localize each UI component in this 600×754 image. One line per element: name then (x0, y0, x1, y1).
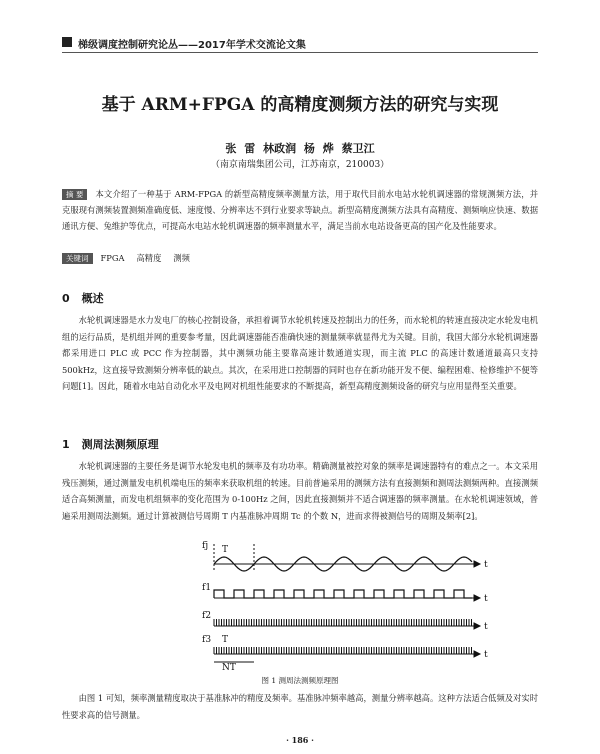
keyword: 高精度 (136, 253, 162, 263)
abstract (62, 186, 538, 234)
time-axis-label: t (484, 650, 488, 660)
section-number: 0 (62, 292, 70, 305)
measurement-principle-figure (200, 538, 520, 670)
signal-label-f2: f2 (202, 611, 212, 621)
header-rule (62, 52, 538, 53)
signal-label-f3: f3 (202, 635, 212, 645)
section-title: 概述 (81, 292, 104, 305)
header-square-mark (62, 37, 72, 47)
section-title: 测周法测频原理 (81, 438, 159, 451)
section-0-paragraph: 水轮机调速器是水力发电厂的核心控制设备，承担着调节水轮机转速及控制出力的任务，而水轮机的转速直接决定水轮发电机组的运行品质，是机组并网的重要参考量，因此调速器能否准确快速的测量频率就显得尤为关键。目前，我国大部分水轮机调速器都采用进口 PLC 或 PCC 作为控制器，其中测频功能主要靠高速计数通道实现，而主流 PLC 的高速计数通道最高只支持 500kHz，这直接导致测频分辨率低的缺点。其次，在采用进口控制器的同时也存在新功能开发不便、编程困难、检修维护不便等问题[1]。因此，随着水电站自动化水平及电网对机组性能要求的不断提高，新型高精度测频设备的研究与应用显得至关重要。 (62, 315, 538, 391)
time-axis-label: t (484, 622, 488, 632)
abstract-text: 本文介绍了一种基于 ARM-FPGA 的新型高精度频率测量方法，用于取代目前水电站水轮机调速器的常规测频方法，并克服现有测频装置测频准确度低、速度慢、分辨率达不到行业要求等缺点。新型高精度测频方法具有高精度、测频响应快速、数据通讯方便、兔维护等优点，可提高水电站水轮机调速器的频率测量水平，满足当前水电站设备更高的国产化及性能要求。 (62, 189, 538, 231)
page-number: · 186 · (286, 735, 314, 745)
keyword: FPGA (100, 253, 125, 263)
author-list: 张 雷 林政润 杨 烨 蔡卫江 (225, 142, 375, 155)
running-header (62, 36, 538, 50)
count-label: NT (222, 663, 236, 670)
square-wave (214, 590, 472, 598)
keywords (62, 252, 202, 264)
gated-pulse-train (214, 647, 472, 654)
axis-arrow (474, 595, 480, 601)
section-heading-0 (62, 290, 104, 306)
keyword: 测频 (173, 253, 190, 263)
time-axis-label: t (484, 560, 488, 570)
time-axis-label: t (484, 594, 488, 604)
signal-label-f1: f1 (202, 583, 212, 593)
period-label: T (222, 635, 229, 645)
axis-arrow (474, 623, 480, 629)
post-figure-paragraph: 由图 1 可知，频率测量精度取决于基准脉冲的精度及频率。基准脉冲频率越高，测量分辨率越高。这种方法适合低频及对实时性要求高的信号测量。 (62, 693, 538, 720)
keywords-label: 关键词 (62, 253, 93, 264)
signal-label-fj: fj (202, 541, 209, 551)
section-1-paragraph: 水轮机调速器的主要任务是调节水轮发电机的频率及有功功率。精确测量被控对象的频率是调速器特有的难点之一。本文采用残压测频，通过测量发电机机端电压的频率来获取机组的转速。目前普遍采用的测频方法有直接测频和测周法测频两种。直接测频适合高频测量，而发电机组频率的变化范围为 0-100Hz 之间，因此直接测频并不适合调速器的频率测量。在水轮机调速领域，普遍采用测周法测频。通过计算被测信号周期 T 内基准脉冲周期 Tc 的个数 N，进而求得被测信号的周期及频率[2]。 (62, 461, 538, 521)
paper-title: 基于 ARM+FPGA 的高精度测频方法的研究与实现 (101, 95, 499, 115)
reference-pulse-train (214, 619, 472, 626)
axis-arrow (474, 561, 480, 567)
section-heading-1 (62, 436, 159, 452)
figure-caption: 图 1 测周法测频原理图 (261, 676, 339, 685)
affiliation: （南京南瑞集团公司，江苏南京，210003） (210, 160, 390, 170)
abstract-label: 摘 要 (62, 189, 87, 200)
series-title: 梯级调度控制研究论丛——2017年学术交流论文集 (78, 40, 306, 51)
period-label: T (222, 545, 229, 555)
section-number: 1 (62, 438, 70, 451)
axis-arrow (474, 651, 480, 657)
